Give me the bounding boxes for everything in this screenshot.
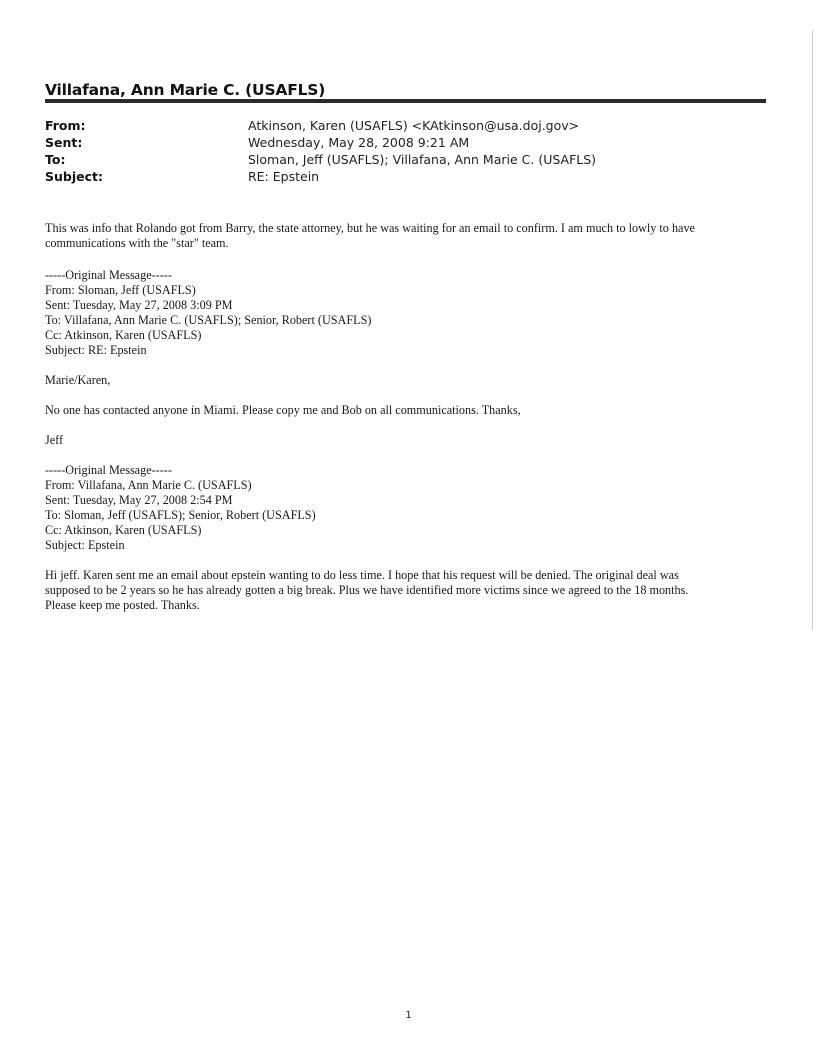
- original1-subject: Subject: RE: Epstein: [45, 343, 147, 357]
- original2-to: To: Sloman, Jeff (USAFLS); Senior, Robert (USAFLS): [45, 508, 316, 522]
- original2-cc: Cc: Atkinson, Karen (USAFLS): [45, 523, 202, 537]
- sent-value: Wednesday, May 28, 2008 9:21 AM: [248, 135, 470, 150]
- subject-label: Subject:: [45, 169, 103, 184]
- scan-edge: [812, 30, 813, 630]
- reply-line-1: This was info that Rolando got from Barry, the state attorney, but he was waiting for an email to confirm. I am much to lowly to have: [45, 221, 695, 235]
- original2-message-line-1: Hi jeff. Karen sent me an email about epstein wanting to do less time. I hope that his request will be denied. The original deal was: [45, 568, 679, 582]
- original2-from: From: Villafana, Ann Marie C. (USAFLS): [45, 478, 252, 492]
- original2-message-line-3: Please keep me posted. Thanks.: [45, 598, 200, 612]
- sent-label: Sent:: [45, 135, 83, 150]
- original1-greeting: Marie/Karen,: [45, 373, 111, 387]
- mailbox-owner: Villafana, Ann Marie C. (USAFLS): [45, 81, 326, 99]
- to-value: Sloman, Jeff (USAFLS); Villafana, Ann Marie C. (USAFLS): [248, 152, 597, 167]
- page-number: 1: [405, 1010, 412, 1021]
- original1-sent: Sent: Tuesday, May 27, 2008 3:09 PM: [45, 298, 233, 312]
- header-rule: [45, 99, 766, 103]
- reply-line-2: communications with the "star" team.: [45, 236, 229, 250]
- email-body: [45, 221, 770, 613]
- original1-signature: Jeff: [45, 433, 64, 447]
- original2-separator: -----Original Message-----: [45, 463, 172, 477]
- original1-cc: Cc: Atkinson, Karen (USAFLS): [45, 328, 202, 342]
- from-value: Atkinson, Karen (USAFLS) <KAtkinson@usa.doj.gov>: [248, 118, 580, 133]
- original1-to: To: Villafana, Ann Marie C. (USAFLS); Senior, Robert (USAFLS): [45, 313, 372, 327]
- from-label: From:: [45, 118, 86, 133]
- original1-separator: -----Original Message-----: [45, 268, 172, 282]
- subject-value: RE: Epstein: [248, 169, 320, 184]
- original2-message-line-2: supposed to be 2 years so he has already gotten a big break. Plus we have identified more victims since we agreed to the 18 months.: [45, 583, 689, 597]
- original1-from: From: Sloman, Jeff (USAFLS): [45, 283, 196, 297]
- original2-sent: Sent: Tuesday, May 27, 2008 2:54 PM: [45, 493, 233, 507]
- to-label: To:: [45, 152, 66, 167]
- original2-subject: Subject: Epstein: [45, 538, 125, 552]
- original1-message: No one has contacted anyone in Miami. Please copy me and Bob on all communications. Thanks,: [45, 403, 521, 417]
